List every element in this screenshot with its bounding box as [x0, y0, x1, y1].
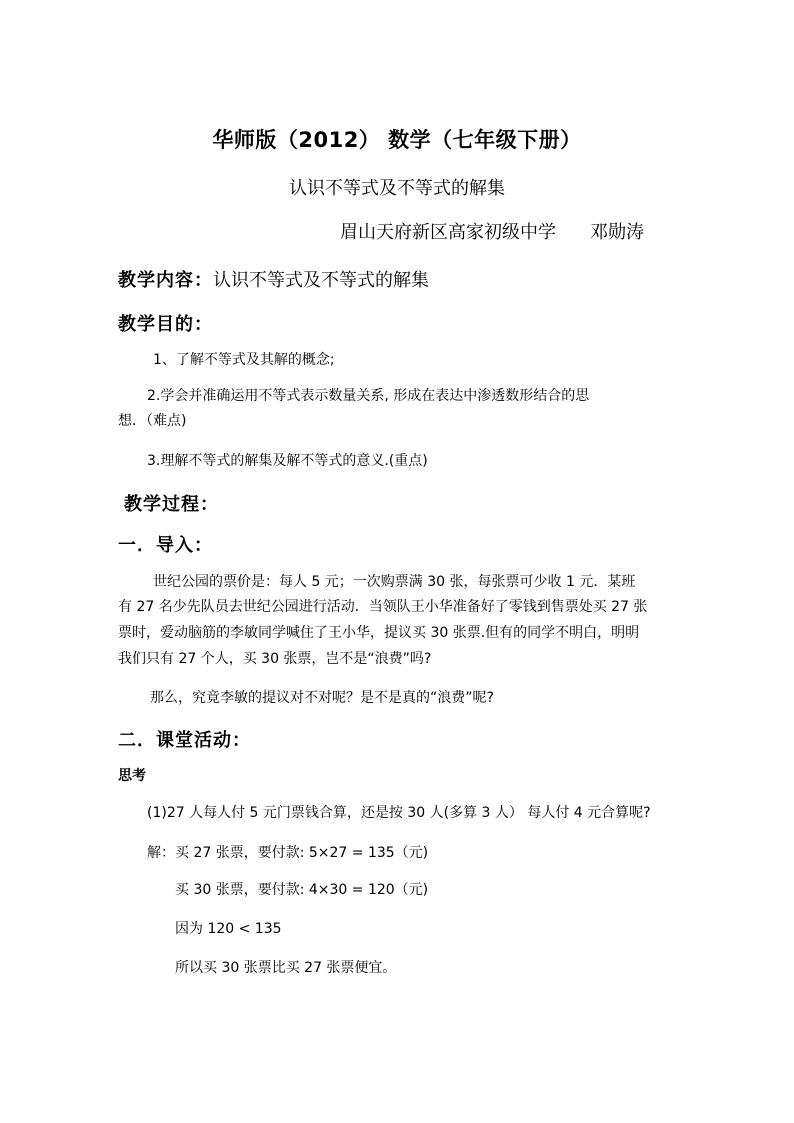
objective-item-3: 3.理解不等式的解集及解不等式的意义.(重点) — [147, 453, 428, 469]
process-heading: 教学过程： — [124, 494, 219, 515]
think-label: 思考 — [118, 768, 146, 784]
content-heading — [118, 266, 429, 292]
solution-line-2: 买 30 张票，要付款: 4×30 = 120（元) — [175, 882, 429, 898]
section-1-heading: 一．导入： — [118, 535, 213, 556]
document-title: 华师版（2012） 数学（七年级下册） — [212, 128, 582, 152]
objectives-heading: 教学目的： — [118, 314, 213, 335]
solution-line-1: 解：买 27 张票，要付款: 5×27 = 135（元) — [147, 845, 429, 861]
author-line — [340, 218, 644, 244]
intro-question: 那么，究竟李敏的提议对不对呢？是不是真的“浪费”呢? — [150, 690, 494, 706]
section-2-heading: 二．课堂活动： — [118, 730, 251, 751]
question-1: (1)27 人每人付 5 元门票钱合算，还是按 30 人(多算 3 人） 每人付 4 元合算呢? — [147, 805, 651, 821]
school-name: 眉山天府新区高家初级中学 — [340, 222, 556, 243]
intro-paragraph-line-1: 世纪公园的票价是：每人 5 元；一次购票满 30 张，每张票可少收 1 元．某班 — [153, 574, 636, 590]
author-name: 邓勋涛 — [590, 222, 644, 243]
content-text: 认识不等式及不等式的解集 — [213, 270, 429, 291]
objective-item-2-line-1: 2.学会并准确运用不等式表示数量关系, 形成在表达中渗透数形结合的思 — [147, 388, 590, 404]
objective-item-1: 1、了解不等式及其解的概念; — [153, 352, 335, 368]
intro-paragraph-line-4: 我们只有 27 个人，买 30 张票，岂不是“浪费”吗? — [118, 651, 432, 667]
solution-line-3: 因为 120 < 135 — [175, 921, 282, 937]
solution-line-4: 所以买 30 张票比买 27 张票便宜。 — [175, 960, 397, 976]
content-label: 教学内容： — [118, 270, 213, 291]
intro-paragraph-line-3: 票时，爱动脑筋的李敏同学喊住了王小华，提议买 30 张票.但有的同学不明白，明明 — [118, 625, 640, 641]
objective-item-2-line-2: 想．（难点) — [118, 413, 187, 429]
lesson-subtitle: 认识不等式及不等式的解集 — [289, 178, 505, 199]
intro-paragraph-line-2: 有 27 名少先队员去世纪公园进行活动．当领队王小华准备好了零钱到售票处买 27 张 — [118, 599, 648, 615]
